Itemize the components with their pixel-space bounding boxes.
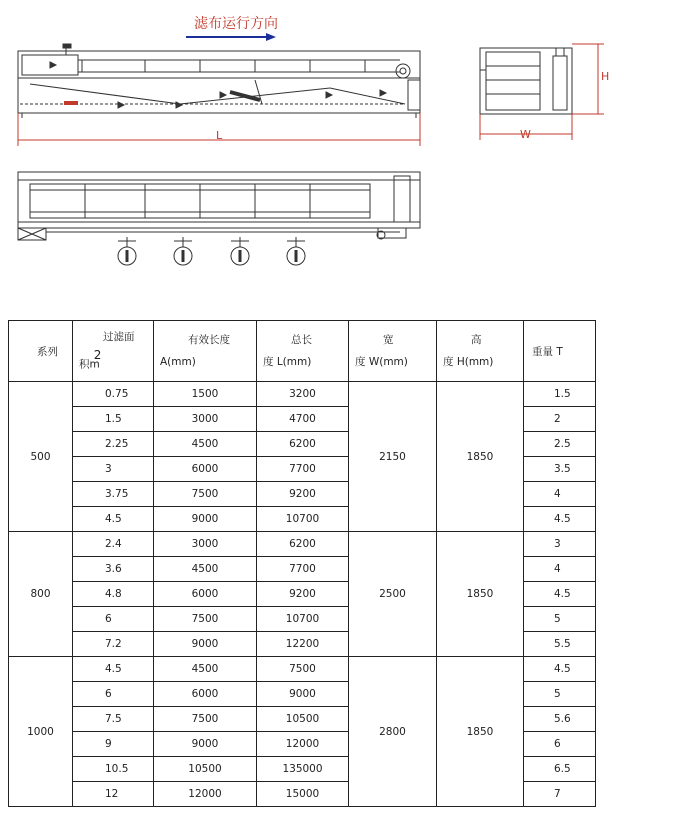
total-length-cell: 9200 [257, 482, 349, 507]
total-length-cell: 6200 [257, 532, 349, 557]
filter-area-cell: 9 [73, 732, 154, 757]
filter-area-cell: 2.25 [73, 432, 154, 457]
height-dimension-label: H [601, 70, 610, 83]
header-series: 系列 [9, 321, 73, 382]
weight-cell: 4.5 [524, 582, 596, 607]
header-width-line2: 度 W(mm) [355, 356, 408, 368]
filter-area-cell: 12 [73, 782, 154, 807]
total-length-cell: 6200 [257, 432, 349, 457]
effective-length-cell: 9000 [154, 632, 257, 657]
header-total-length [257, 321, 349, 382]
width-dimension-label: W [520, 128, 531, 141]
weight-cell: 4.5 [524, 657, 596, 682]
filter-area-cell: 7.5 [73, 707, 154, 732]
total-length-cell: 7700 [257, 457, 349, 482]
filter-area-cell: 7.2 [73, 632, 154, 657]
header-filter-area-line1: 过滤面 [103, 331, 135, 344]
filter-area-cell: 0.75 [73, 382, 154, 407]
filter-area-cell: 6 [73, 682, 154, 707]
end-elevation-view [480, 48, 572, 114]
effective-length-cell: 3000 [154, 407, 257, 432]
table-row [9, 382, 596, 407]
height-cell: 1850 [437, 532, 524, 657]
header-height [437, 321, 524, 382]
effective-length-cell: 1500 [154, 382, 257, 407]
series-cell: 800 [9, 532, 73, 657]
filter-area-cell: 2.4 [73, 532, 154, 557]
technical-drawing [0, 0, 698, 300]
weight-cell: 5.5 [524, 632, 596, 657]
direction-arrow [186, 33, 276, 41]
filter-area-cell: 4.5 [73, 657, 154, 682]
table-row [9, 657, 596, 682]
header-width-line1: 宽 [383, 334, 394, 346]
effective-length-cell: 7500 [154, 607, 257, 632]
total-length-cell: 10700 [257, 507, 349, 532]
total-length-cell: 9200 [257, 582, 349, 607]
weight-cell: 3.5 [524, 457, 596, 482]
filter-area-cell: 3 [73, 457, 154, 482]
weight-cell: 4 [524, 482, 596, 507]
weight-cell: 4.5 [524, 507, 596, 532]
weight-cell: 6 [524, 732, 596, 757]
effective-length-cell: 4500 [154, 657, 257, 682]
side-elevation-view [18, 44, 420, 118]
effective-length-cell: 10500 [154, 757, 257, 782]
effective-length-cell: 9000 [154, 732, 257, 757]
total-length-cell: 135000 [257, 757, 349, 782]
total-length-cell: 3200 [257, 382, 349, 407]
effective-length-cell: 3000 [154, 532, 257, 557]
header-weight: 重量 T [524, 321, 596, 382]
total-length-cell: 7700 [257, 557, 349, 582]
roller-section-1 [118, 237, 136, 265]
header-effective-length-line1: 有效长度 [188, 334, 230, 346]
effective-length-cell: 4500 [154, 557, 257, 582]
weight-cell: 2.5 [524, 432, 596, 457]
total-length-cell: 10500 [257, 707, 349, 732]
header-height-line1: 高 [471, 334, 482, 346]
width-cell: 2150 [349, 382, 437, 532]
total-length-cell: 7500 [257, 657, 349, 682]
weight-cell: 5 [524, 682, 596, 707]
table-header-row [9, 321, 596, 382]
series-cell: 1000 [9, 657, 73, 807]
header-width [349, 321, 437, 382]
height-cell: 1850 [437, 382, 524, 532]
filter-area-cell: 3.75 [73, 482, 154, 507]
height-dimension [572, 44, 604, 114]
filter-area-cell: 10.5 [73, 757, 154, 782]
header-effective-length [154, 321, 257, 382]
height-cell: 1850 [437, 657, 524, 807]
effective-length-cell: 6000 [154, 582, 257, 607]
width-cell: 2500 [349, 532, 437, 657]
total-length-cell: 12000 [257, 732, 349, 757]
weight-cell: 2 [524, 407, 596, 432]
effective-length-cell: 4500 [154, 432, 257, 457]
header-total-length-line2: 度 L(mm) [263, 356, 312, 368]
width-cell: 2800 [349, 657, 437, 807]
effective-length-cell: 7500 [154, 482, 257, 507]
length-dimension-label: L [216, 129, 223, 142]
header-filter-area-line2: 积m [79, 358, 100, 371]
filter-area-cell: 3.6 [73, 557, 154, 582]
filter-area-cell: 4.5 [73, 507, 154, 532]
header-filter-area [73, 321, 154, 382]
roller-section-4 [287, 237, 305, 265]
filter-area-cell: 1.5 [73, 407, 154, 432]
weight-cell: 1.5 [524, 382, 596, 407]
weight-cell: 6.5 [524, 757, 596, 782]
roller-section-3 [231, 237, 249, 265]
effective-length-cell: 6000 [154, 682, 257, 707]
spec-table-body [9, 382, 596, 807]
total-length-cell: 12200 [257, 632, 349, 657]
table-row [9, 532, 596, 557]
weight-cell: 5.6 [524, 707, 596, 732]
effective-length-cell: 7500 [154, 707, 257, 732]
weight-cell: 4 [524, 557, 596, 582]
series-cell: 500 [9, 382, 73, 532]
header-effective-length-line2: A(mm) [160, 356, 196, 368]
total-length-cell: 9000 [257, 682, 349, 707]
effective-length-cell: 12000 [154, 782, 257, 807]
total-length-cell: 4700 [257, 407, 349, 432]
plan-view [18, 172, 420, 240]
weight-cell: 3 [524, 532, 596, 557]
effective-length-cell: 6000 [154, 457, 257, 482]
header-filter-area-superscript: 2 [93, 348, 102, 363]
effective-length-cell: 9000 [154, 507, 257, 532]
weight-cell: 7 [524, 782, 596, 807]
total-length-cell: 15000 [257, 782, 349, 807]
weight-cell: 5 [524, 607, 596, 632]
header-height-line2: 度 H(mm) [443, 356, 494, 368]
direction-label: 滤布运行方向 [194, 16, 278, 32]
header-total-length-line1: 总长 [291, 334, 312, 346]
total-length-cell: 10700 [257, 607, 349, 632]
filter-area-cell: 6 [73, 607, 154, 632]
spec-table [8, 320, 596, 807]
roller-section-2 [174, 237, 192, 265]
filter-area-cell: 4.8 [73, 582, 154, 607]
